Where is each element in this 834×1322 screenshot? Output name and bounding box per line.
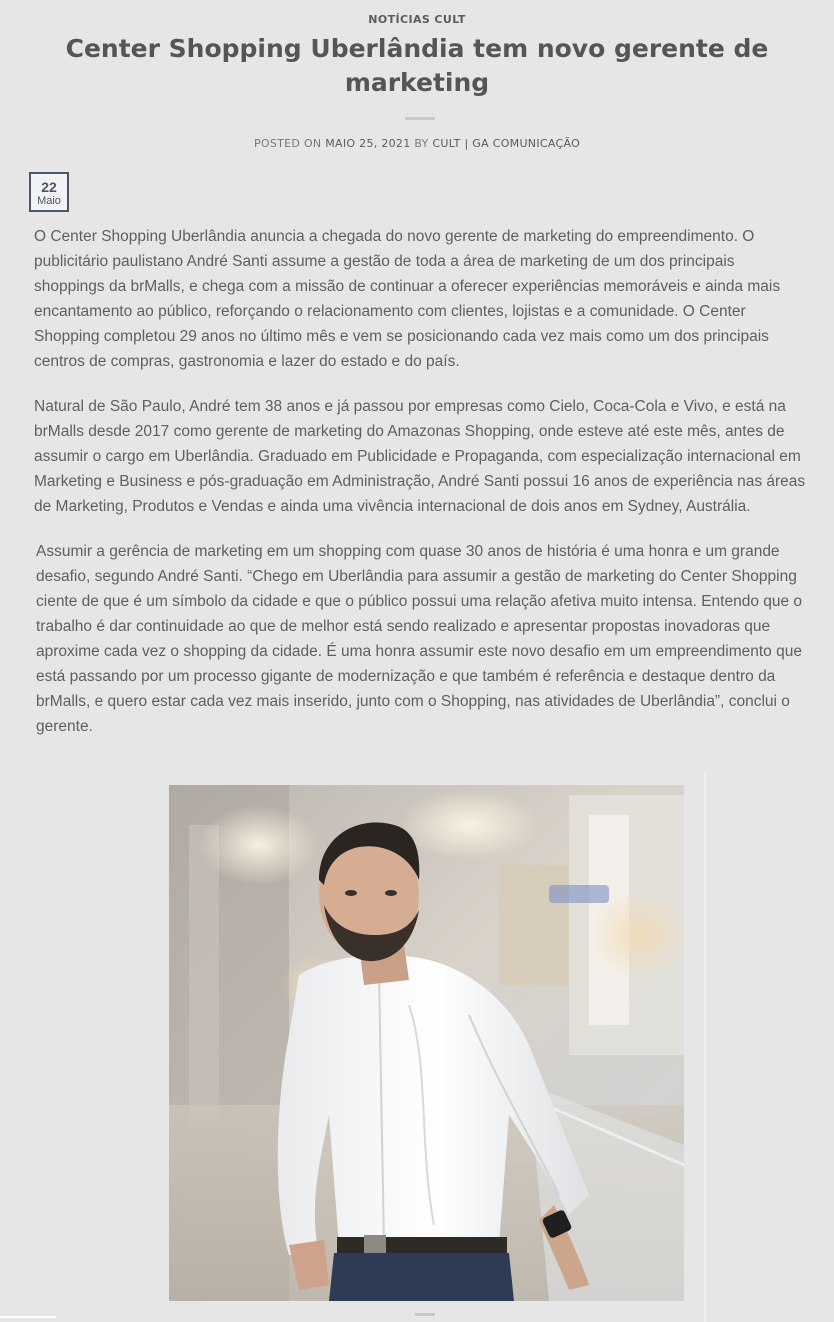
posted-on-label: POSTED ON bbox=[253, 137, 322, 150]
post-date-link[interactable]: MAIO 25, 2021 bbox=[325, 137, 411, 150]
by-label: BY bbox=[414, 137, 429, 150]
post-meta bbox=[0, 137, 834, 150]
article-content bbox=[34, 224, 806, 759]
bottom-left-line bbox=[0, 1316, 56, 1318]
article-paragraph: Assumir a gerência de marketing em um shopping com quase 30 anos de história é uma honra e um grande desafio, segundo André Santi. “Chego em Uberlândia para assumir a gestão de marketing do Center Shopping ciente de que é um símbolo da cidade e que o público possui uma relação afetiva muito intensa. Entendo que o trabalho é dar continuidade ao que de melhor está sendo realizado e apresentar propostas inovadoras que aproxime cada vez o shopping da cidade. É uma honra assumir este novo desafio em um empreendimento que está passando por um processo gigante de modernização e que também é referência e destaque dentro da brMalls, e quero estar cada vez mais inserido, junto com o Shopping, nas atividades de Uberlândia”, conclui o gerente. bbox=[36, 543, 803, 735]
badge-month: Maio bbox=[37, 195, 61, 207]
image-panel-edge bbox=[704, 772, 706, 1322]
article-paragraph: O Center Shopping Uberlândia anuncia a chegada do novo gerente de marketing do empreendimento. O publicitário paulistano André Santi assume a gestão de toda a área de marketing de um dos principais shoppings da brMalls, e chega com a missão de continuar a oferecer experiências memoráveis e ainda mais encantamento ao público, reforçando o relacionamento com clientes, lojistas e a comunidade. O Center Shopping completou 29 anos no último mês e vem se posicionando cada vez mais como um dos principais centros de compras, gastronomia e lazer do estado e do país. bbox=[34, 228, 781, 370]
badge-day: 22 bbox=[41, 179, 57, 195]
author-link[interactable]: CULT | GA COMUNICAÇÃO bbox=[432, 137, 581, 150]
bottom-divider bbox=[415, 1313, 435, 1316]
article-paragraph: Natural de São Paulo, André tem 38 anos e já passou por empresas como Cielo, Coca-Cola e Vivo, e está na brMalls desde 2017 como gerente de marketing do Amazonas Shopping, onde esteve até este mês, antes de assumir o cargo em Uberlândia. Graduado em Publicidade e Propaganda, com especialização internacional em Marketing e Business e pós-graduação em Administração, André Santi possui 16 anos de experiência nas áreas de Marketing, Produtos e Vendas e ainda uma vivência internacional de dois anos em Sydney, Austrália. bbox=[34, 398, 806, 515]
article-title: Center Shopping Uberlândia tem novo gerente de marketing bbox=[65, 34, 769, 97]
article-photo bbox=[169, 785, 684, 1301]
title-divider bbox=[405, 117, 435, 120]
date-badge bbox=[29, 172, 69, 212]
article-category[interactable]: NOTÍCIAS CULT bbox=[368, 13, 466, 26]
